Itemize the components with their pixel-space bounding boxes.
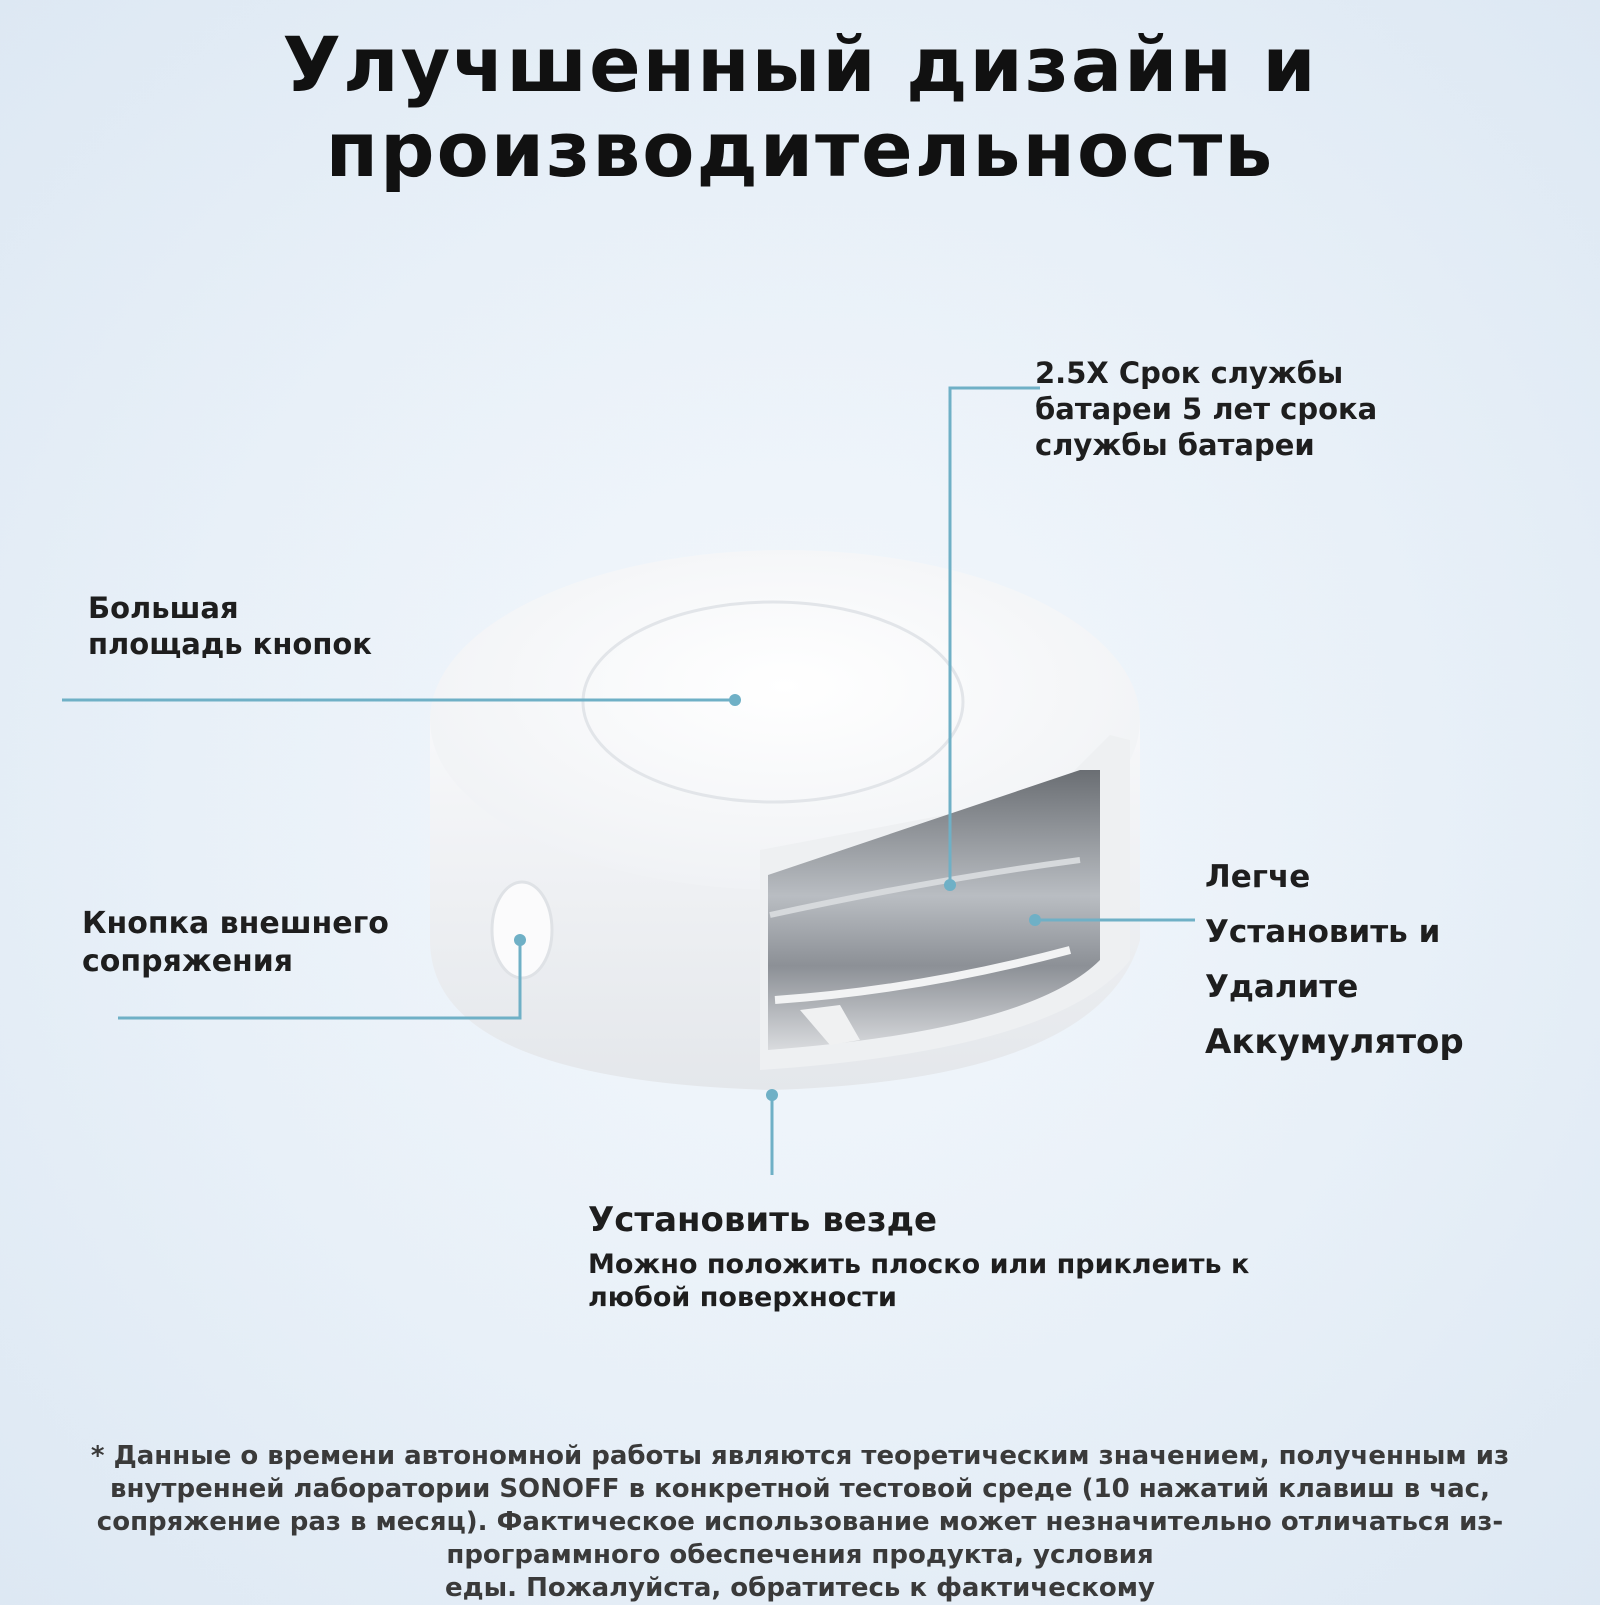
pairing-button xyxy=(492,882,552,978)
footnote-line-1: * Данные о времени автономной работы являются теоретическим значением, полученным из xyxy=(90,1441,1510,1471)
pairing-line-1: Кнопка внешнего xyxy=(82,906,389,941)
battery-footnote xyxy=(60,1440,1540,1605)
page-title-line-2: производительность xyxy=(325,105,1275,194)
install-anywhere-description: Можно положить плоско или приклеить к любой поверхности xyxy=(588,1249,1250,1313)
easy-install-line-3: Удалите xyxy=(1205,969,1359,1005)
battery-callout-line-1: 2.5X Срок службы xyxy=(1035,356,1344,390)
pairing-button-callout xyxy=(82,905,389,981)
easy-install-line-1: Легче xyxy=(1205,859,1311,895)
page-title-line-1: Улучшенный дизайн и xyxy=(282,20,1318,109)
footnote-line-4: программного обеспечения продукта, условия xyxy=(446,1540,1154,1570)
easy-install-callout xyxy=(1205,850,1464,1070)
easy-install-line-2: Установить и xyxy=(1205,914,1441,950)
battery-life-callout xyxy=(1035,355,1377,463)
pairing-line-2: сопряжения xyxy=(82,944,294,979)
install-anywhere-title: Установить везде xyxy=(588,1200,938,1240)
battery-callout-line-2: батареи 5 лет срока xyxy=(1035,392,1378,426)
button-area-line-2: площадь кнопок xyxy=(88,627,372,661)
footnote-line-5: еды. Пожалуйста, обратитесь к фактическому xyxy=(445,1573,1155,1603)
easy-install-line-4: Аккумулятор xyxy=(1205,1022,1464,1062)
battery-callout-line-3: службы батареи xyxy=(1035,428,1315,462)
footnote-line-2: внутренней лаборатории SONOFF в конкретной тестовой среде (10 нажатий клавиш в час, xyxy=(110,1474,1490,1504)
button-area-line-1: Большая xyxy=(88,591,239,625)
footnote-line-3: сопряжение раз в месяц). Фактическое использование может незначительно отличаться из- xyxy=(96,1507,1504,1537)
button-area-callout xyxy=(88,590,372,662)
